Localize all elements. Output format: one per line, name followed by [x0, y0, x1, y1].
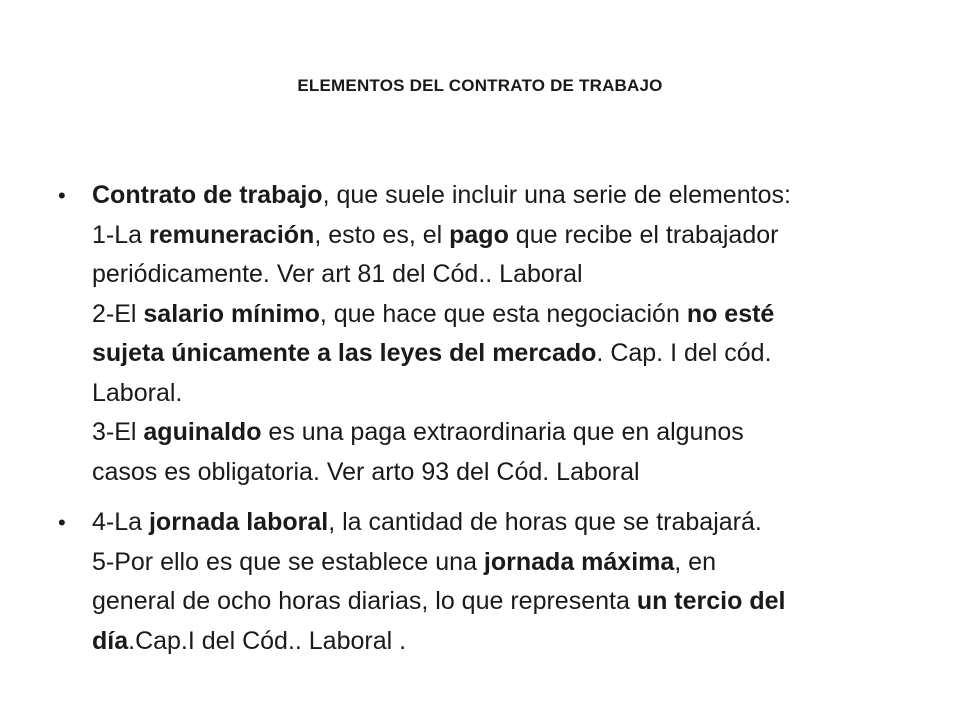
bold-text-segment: pago	[449, 220, 509, 249]
bullet-dot-icon: •	[58, 183, 66, 208]
text-line	[92, 334, 908, 374]
bold-text-segment: salario mínimo	[143, 299, 320, 328]
text-segment: 1-La	[92, 220, 149, 249]
text-line	[92, 582, 908, 622]
text-line	[92, 216, 908, 256]
bold-text-segment: no esté	[686, 299, 775, 328]
text-line	[92, 255, 908, 295]
text-segment: , que hace que esta negociación	[319, 299, 687, 328]
text-segment: .Cap.I del Cód.. Laboral .	[128, 626, 407, 655]
text-line	[92, 374, 908, 414]
bullet-item	[58, 176, 908, 492]
bold-text-segment: sujeta únicamente a las leyes del mercado	[92, 339, 597, 367]
bold-text-segment: jornada máxima	[483, 547, 675, 576]
text-line	[92, 503, 908, 543]
text-segment: , la cantidad de horas que se trabajará.	[328, 508, 762, 536]
text-segment: periódicamente. Ver art 81 del Cód.. Laboral	[92, 260, 583, 288]
bold-text-segment: Contrato de trabajo	[92, 181, 323, 209]
bullet-list	[58, 176, 908, 661]
bold-text-segment: un tercio del	[636, 587, 786, 615]
bold-text-segment: jornada laboral	[148, 508, 329, 536]
text-line	[92, 295, 908, 335]
text-segment: 2-El	[92, 299, 144, 328]
text-segment: . Cap. I del cód.	[596, 339, 772, 367]
bold-text-segment: aguinaldo	[143, 418, 262, 446]
text-line	[92, 453, 908, 493]
text-segment: , en	[674, 547, 716, 576]
bold-text-segment: día	[92, 626, 129, 655]
text-segment: 3-El	[92, 418, 144, 446]
bullet-item	[58, 503, 908, 661]
text-segment: es una paga extraordinaria que en algunos	[261, 418, 744, 446]
text-line	[92, 413, 908, 453]
bullet-dot-icon: •	[58, 510, 66, 535]
text-segment: que recibe el trabajador	[508, 220, 779, 249]
text-segment: 4-La	[92, 508, 149, 536]
text-segment: , esto es, el	[314, 220, 450, 249]
text-segment: general de ocho horas diarias, lo que representa	[92, 587, 637, 615]
bold-text-segment: remuneración	[148, 220, 315, 249]
slide-title: ELEMENTOS DEL CONTRATO DE TRABAJO	[297, 76, 663, 95]
text-segment: Laboral.	[92, 378, 183, 407]
text-segment: , que suele incluir una serie de elementos:	[322, 181, 791, 209]
text-segment: casos es obligatoria. Ver arto 93 del Cód. Laboral	[92, 457, 640, 486]
text-line	[92, 622, 908, 662]
text-segment: 5-Por ello es que se establece una	[92, 547, 484, 576]
text-line	[92, 543, 908, 583]
text-line	[92, 176, 908, 216]
